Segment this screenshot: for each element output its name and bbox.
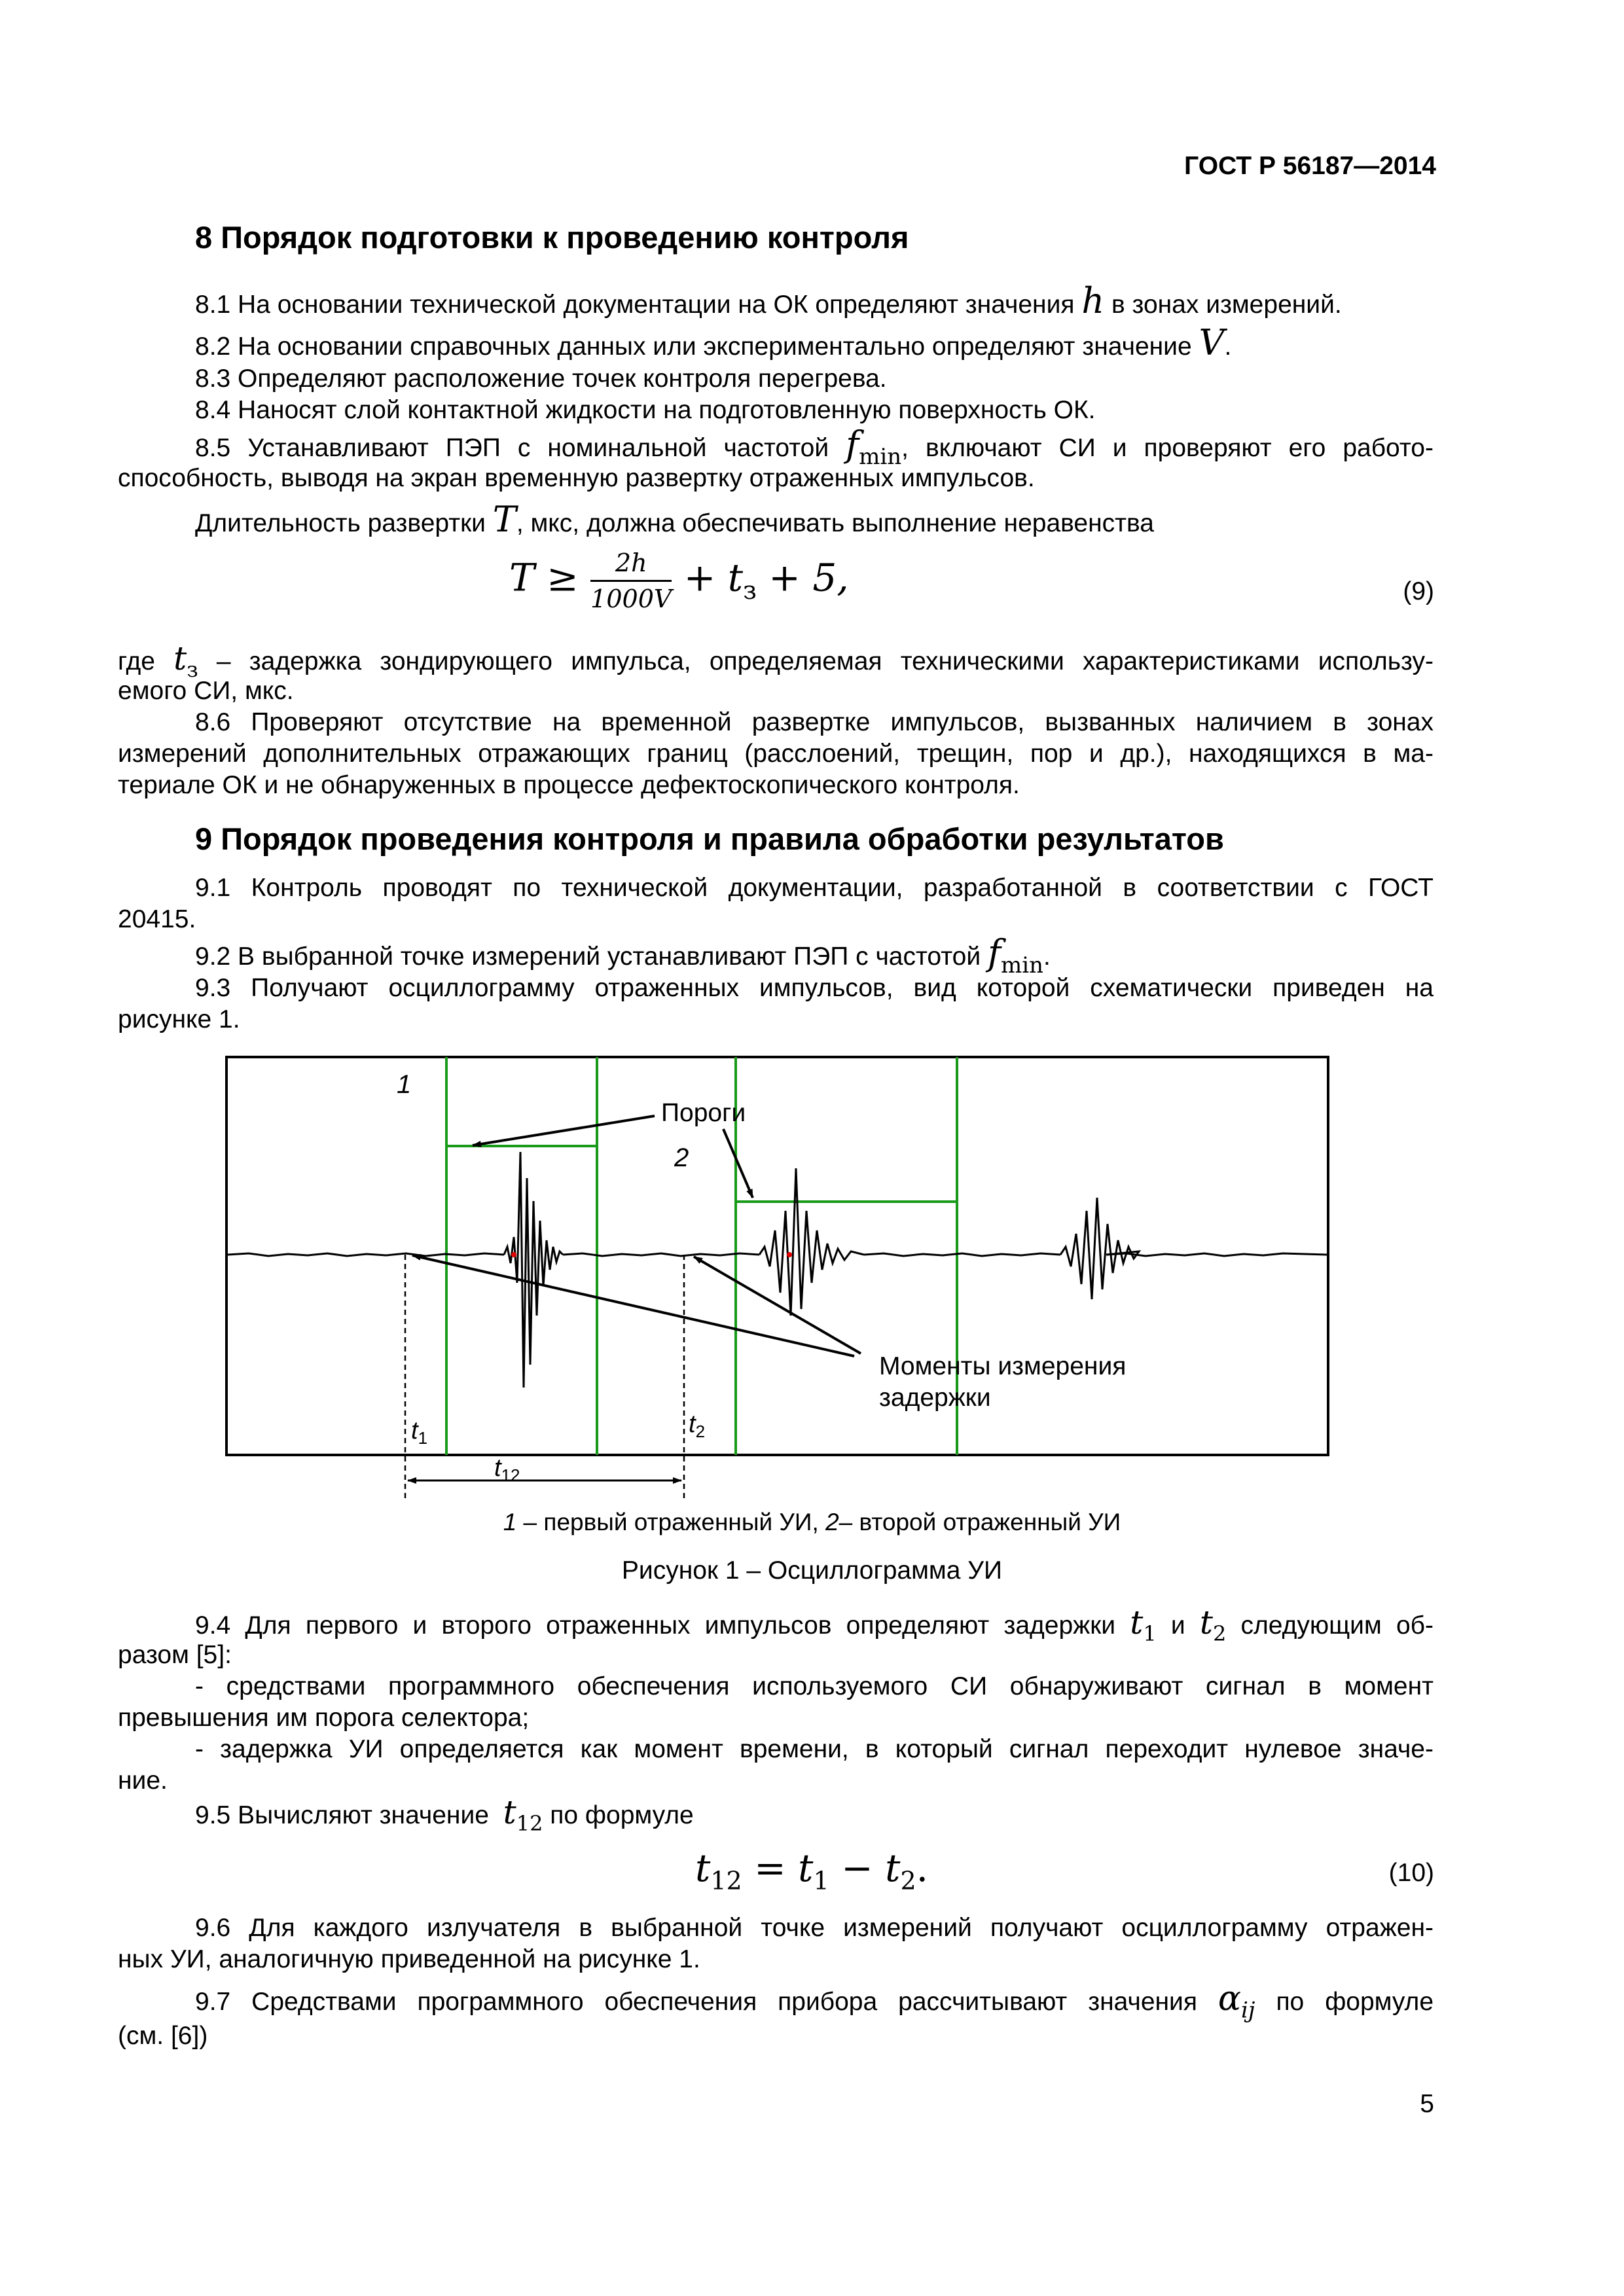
paragraph-9-1-line2: 20415.	[118, 905, 196, 933]
paragraph-9-4-line1: 9.4 Для первого и второго отраженных импульсов определяют задержки $t_1$ и $t_2$ следующим об-	[195, 1604, 1434, 1646]
threshold-arrow-2	[723, 1129, 753, 1198]
first-pulse	[504, 1152, 563, 1388]
paragraph-9-6-line1: 9.6 Для каждого излучателя в выбранной точке измерений получают осциллограмму отражен-	[195, 1914, 1434, 1942]
paragraph-9-7-line2: (см. [6])	[118, 2022, 208, 2050]
figure-legend: 1 – первый отраженный УИ, 2– второй отраженный УИ	[503, 1509, 1121, 1535]
thresholds-label: Пороги	[661, 1099, 746, 1127]
paragraph-9-1-line1: 9.1 Контроль проводят по технической документации, разработанной в соответствии с ГОСТ	[195, 874, 1434, 902]
paragraph-8-3: 8.3 Определяют расположение точек контроля перегрева.	[195, 365, 887, 393]
paragraph-8-5-line1: 8.5 Устанавливают ПЭП с номинальной частотой $f_{min}$, включают СИ и проверяют его работо-	[195, 423, 1434, 470]
t12-label: $t_{12}$	[494, 1454, 520, 1485]
moments-label-line2: задержки	[879, 1384, 991, 1412]
paragraph-8-6-line1: 8.6 Проверяют отсутствие на временной развертке импульсов, вызванных наличием в зонах	[195, 708, 1434, 736]
paragraph-9-3-line1: 9.3 Получают осциллограмму отраженных импульсов, вид которой схематически приведен на	[195, 974, 1434, 1002]
where-line1: где $t_з$ – задержка зондирующего импульса, определяемая техническими характеристиками использу-	[118, 639, 1434, 682]
second-pulse-zero-marker	[787, 1252, 792, 1257]
paragraph-8-4: 8.4 Наносят слой контактной жидкости на подготовленную поверхность ОК.	[195, 396, 1096, 424]
equation-10-number: (10)	[1388, 1859, 1434, 1887]
threshold-arrow-1	[473, 1116, 655, 1145]
moments-label-line1: Моменты измерения	[879, 1352, 1127, 1380]
second-pulse	[759, 1168, 864, 1316]
paragraph-8-1: 8.1 На основании технической документации на ОК определяют значения h в зонах измерений.	[195, 280, 1342, 321]
section-9-heading: 9 Порядок проведения контроля и правила обработки результатов	[195, 821, 1224, 856]
bullet-2-line1: - задержка УИ определяется как момент времени, в который сигнал переходит нулевое значе-	[195, 1735, 1434, 1763]
t1-label: $t_1$	[411, 1417, 428, 1448]
pulse-1-label: 1	[397, 1070, 412, 1099]
bullet-2-line2: ние.	[118, 1767, 168, 1795]
t2-label: $t_2$	[689, 1410, 706, 1441]
pulse-2-label: 2	[674, 1143, 689, 1172]
section-8-heading: 8 Порядок подготовки к проведению контроля	[195, 220, 909, 255]
bullet-1-line1: - средствами программного обеспечения используемого СИ обнаруживают сигнал в момент	[195, 1672, 1434, 1700]
paragraph-9-3-line2: рисунке 1.	[118, 1005, 240, 1033]
paragraph-8-6-line3: териале ОК и не обнаруженных в процессе дефектоскопического контроля.	[118, 771, 1020, 799]
equation-9: T ≥ $\frac{2h}{1000V}$ + $t_з + 5$,	[509, 548, 849, 613]
paragraph-9-7-line1: 9.7 Средствами программного обеспечения прибора рассчитывают значения $\alpha_{ij}$ по формуле	[195, 1979, 1434, 2024]
equation-10: $t_{12} = t_1 - t_2$.	[695, 1846, 929, 1895]
document-header: ГОСТ Р 56187—2014	[1184, 152, 1436, 180]
first-pulse-zero-marker	[511, 1252, 516, 1257]
paragraph-8-2: 8.2 На основании справочных данных или экспериментально определяют значение V.	[195, 322, 1232, 363]
third-pulse	[1060, 1198, 1139, 1299]
bullet-1-line2: превышения им порога селектора;	[118, 1704, 530, 1732]
paragraph-8-5-line2: способность, выводя на экран временную развертку отраженных импульсов.	[118, 464, 1035, 492]
paragraph-8-6-line2: измерений дополнительных отражающих границ (расслоений, трещин, пор и др.), находящихся в ма-	[118, 740, 1434, 768]
paragraph-9-6-line2: ных УИ, аналогичную приведенной на рисунке 1.	[118, 1945, 700, 1973]
equation-9-number: (9)	[1403, 577, 1434, 605]
duration-text: Длительность развертки T, мкс, должна обеспечивать выполнение неравенства	[195, 499, 1154, 540]
page-number: 5	[1420, 2090, 1434, 2118]
figure-title: Рисунок 1 – Осциллограмма УИ	[621, 1556, 1003, 1585]
paragraph-9-5: 9.5 Вычисляют значение $t_{12}$ по формуле	[195, 1793, 694, 1836]
paragraph-9-4-line2: разом [5]:	[118, 1641, 232, 1669]
where-line2: емого СИ, мкс.	[118, 677, 294, 705]
paragraph-9-2: 9.2 В выбранной точке измерений устанавливают ПЭП с частотой $f_{min}$.	[195, 932, 1051, 978]
